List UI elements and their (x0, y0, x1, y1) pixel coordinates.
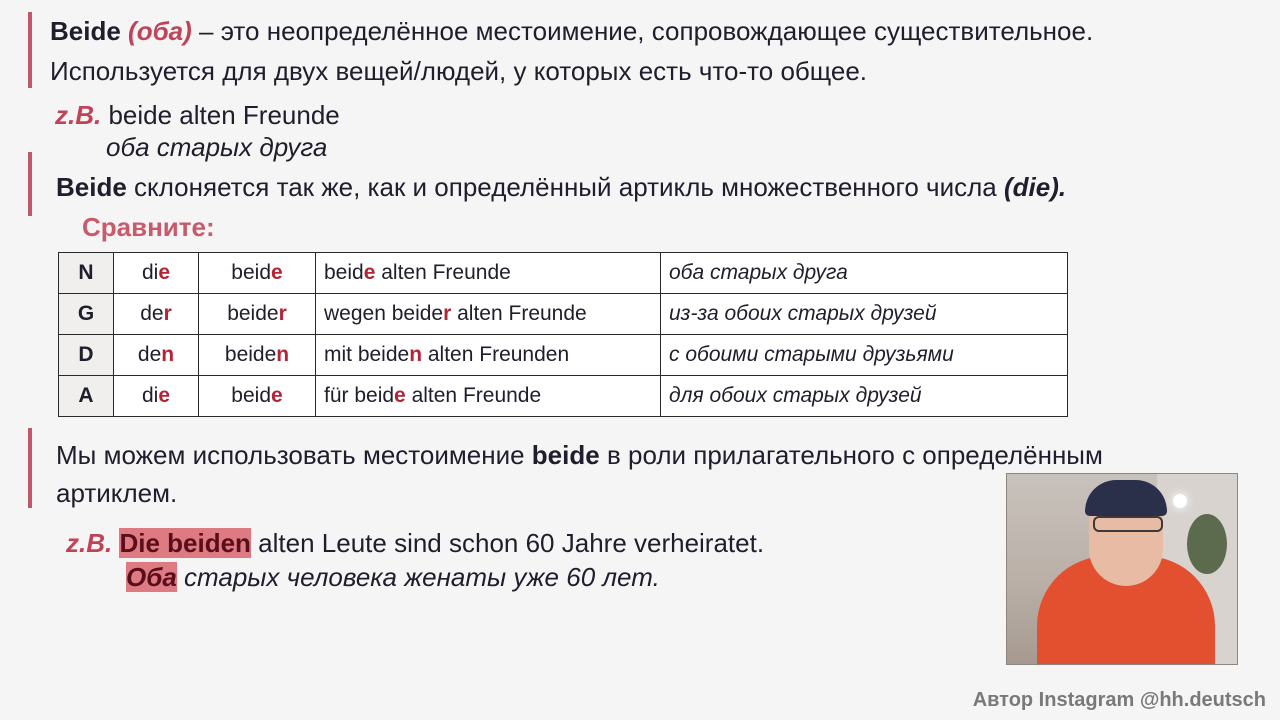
intro-line-1 (50, 12, 1093, 50)
table-row (59, 253, 1068, 294)
translation-cell: для обоих старых друзей (661, 376, 1068, 417)
case-cell: D (59, 335, 114, 376)
rule-text: склоняется так же, как и определённый артикль множественного числа (126, 172, 1004, 202)
example-1-translation: оба старых друга (106, 132, 328, 162)
example-2-translation: Оба старых человека женаты уже 60 лет. (126, 562, 660, 592)
translation-cell: с обоими старыми друзьями (661, 335, 1068, 376)
video-plant (1187, 514, 1227, 574)
translation-cell: из-за обоих старых друзей (661, 294, 1068, 335)
intro-line-2: Используется для двух вещей/людей, у которых есть что-то общее. (50, 56, 868, 86)
section-bar-1 (28, 12, 32, 88)
example-2 (66, 524, 764, 562)
case-cell: A (59, 376, 114, 417)
section-bar-2 (28, 152, 32, 216)
table-row (59, 376, 1068, 417)
case-cell: G (59, 294, 114, 335)
case-cell: N (59, 253, 114, 294)
adjective-rule-line-2: артиклем. (56, 478, 178, 508)
highlight-die-beiden: Die beiden (119, 528, 251, 558)
declension-table (58, 252, 1068, 417)
presenter-hat (1085, 480, 1167, 516)
presenter-glasses (1093, 516, 1163, 532)
zb-label-2: z.B. (66, 528, 113, 558)
keyword-beide: Beide (50, 16, 121, 46)
rule-die: (die). (1003, 172, 1067, 202)
article-cell: der (114, 294, 199, 335)
author-credit: Автор Instagram @hh.deutsch (972, 689, 1266, 711)
article-cell: die (114, 376, 199, 417)
table-row (59, 335, 1068, 376)
section-bar-3 (28, 428, 32, 508)
example-1-text: beide alten Freunde (108, 100, 340, 130)
example-cell: für beide alten Freunde (316, 376, 661, 417)
beide-cell: beide (199, 376, 316, 417)
example-cell: mit beiden alten Freunden (316, 335, 661, 376)
article-cell: die (114, 253, 199, 294)
keyword-translation: (оба) (128, 16, 192, 46)
example-2-text: alten Leute sind schon 60 Jahre verheiratet. (250, 528, 765, 558)
adjective-rule-line-1: Мы можем использовать местоимение beide в роли прилагательного с определённым (56, 440, 1103, 470)
video-light (1173, 494, 1187, 508)
example-cell: beide alten Freunde (316, 253, 661, 294)
beide-cell: beide (199, 253, 316, 294)
translation-cell: оба старых друга (661, 253, 1068, 294)
adjective-keyword: beide (531, 440, 600, 470)
zb-label: z.B. (55, 100, 102, 130)
table-row (59, 294, 1068, 335)
article-cell: den (114, 335, 199, 376)
presenter-video (1006, 473, 1238, 665)
beide-cell: beider (199, 294, 316, 335)
declension-rule (56, 168, 1066, 206)
compare-label: Сравните: (82, 212, 215, 242)
example-cell: wegen beider alten Freunde (316, 294, 661, 335)
highlight-oba: Оба (126, 562, 177, 592)
beide-cell: beiden (199, 335, 316, 376)
rule-keyword: Beide (56, 172, 127, 202)
intro-line-1-rest: – это неопределённое местоимение, сопровождающее существительное. (191, 16, 1094, 46)
